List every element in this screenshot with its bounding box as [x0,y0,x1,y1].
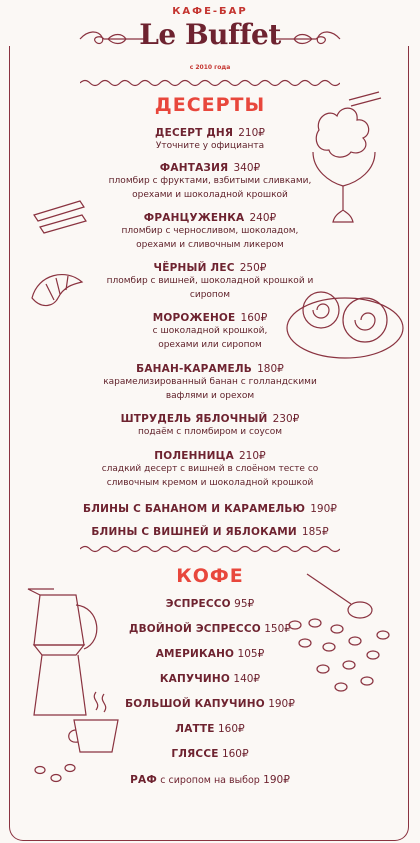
wave-divider [80,544,340,554]
logo: Le Buffet [139,18,281,51]
menu-item: БАНАН-КАРАМЕЛЬ 180₽ карамелизированный банан с голландскими вафлями и орехом [103,363,317,401]
roll-cake-icon [285,278,405,363]
menu-item: МОРОЖЕНОЕ 160₽ с шоколадной крошкой, орехами или сиропом [152,312,268,350]
cafe-bar-label: КАФЕ-БАР [172,6,248,17]
coffee-beans-icon [30,760,80,790]
menu-item: ФРАНЦУЖЕНКА 240₽ пломбир с черносливом, шоколадом, орехами и сливочным ликером [121,212,299,250]
coffee-beans-icon [285,615,395,700]
menu-item: БОЛЬШОЙ КАПУЧИНО 190₽ [125,698,295,710]
ice-cream-sundae-icon [305,90,385,235]
menu-item: ЭСПРЕССО 95₽ [165,598,255,610]
menu-item: ДЕСЕРТ ДНЯ 210₽ Уточните у официанта [155,127,265,151]
croissant-icon [28,264,86,314]
coffee-title: КОФЕ [176,565,244,587]
menu-item: ГЛЯССЕ 160₽ [171,748,249,760]
since-label: с 2010 года [189,64,231,71]
wave-divider [80,78,340,88]
desserts-title: ДЕСЕРТЫ [154,94,266,116]
coffee-cup-icon [66,690,128,756]
menu-item: БЛИНЫ С ВИШНЕЙ И ЯБЛОКАМИ 185₽ [91,526,329,538]
chocolate-sticks-icon [30,195,90,235]
menu-item: ДВОЙНОЙ ЭСПРЕССО 150₽ [129,623,291,635]
menu-item: РАФ с сиропом на выбор 190₽ [130,774,290,786]
menu-item: БЛИНЫ С БАНАНОМ И КАРАМЕЛЬЮ 190₽ [83,503,337,515]
menu-item: ЧЁРНЫЙ ЛЕС 250₽ пломбир с вишней, шоколадной крошкой и сиропом [106,262,314,300]
menu-item: АМЕРИКАНО 105₽ [155,648,265,660]
menu-item: ПОЛЕННИЦА 210₽ сладкий десерт с вишней в слоёном тесте со сливочным кремом и шоколадной крошкой [101,450,319,488]
menu-item: ФАНТАЗИЯ 340₽ пломбир с фруктами, взбитыми сливками, орехами и шоколадной крошкой [108,162,312,200]
menu-item: КАПУЧИНО 140₽ [159,673,261,685]
menu-item: ЛАТТЕ 160₽ [175,723,245,735]
coffee-spoon-icon [305,570,375,620]
menu-item: ШТРУДЕЛЬ ЯБЛОЧНЫЙ 230₽ подаём с пломбиром и соусом [120,413,300,437]
header [0,0,420,80]
